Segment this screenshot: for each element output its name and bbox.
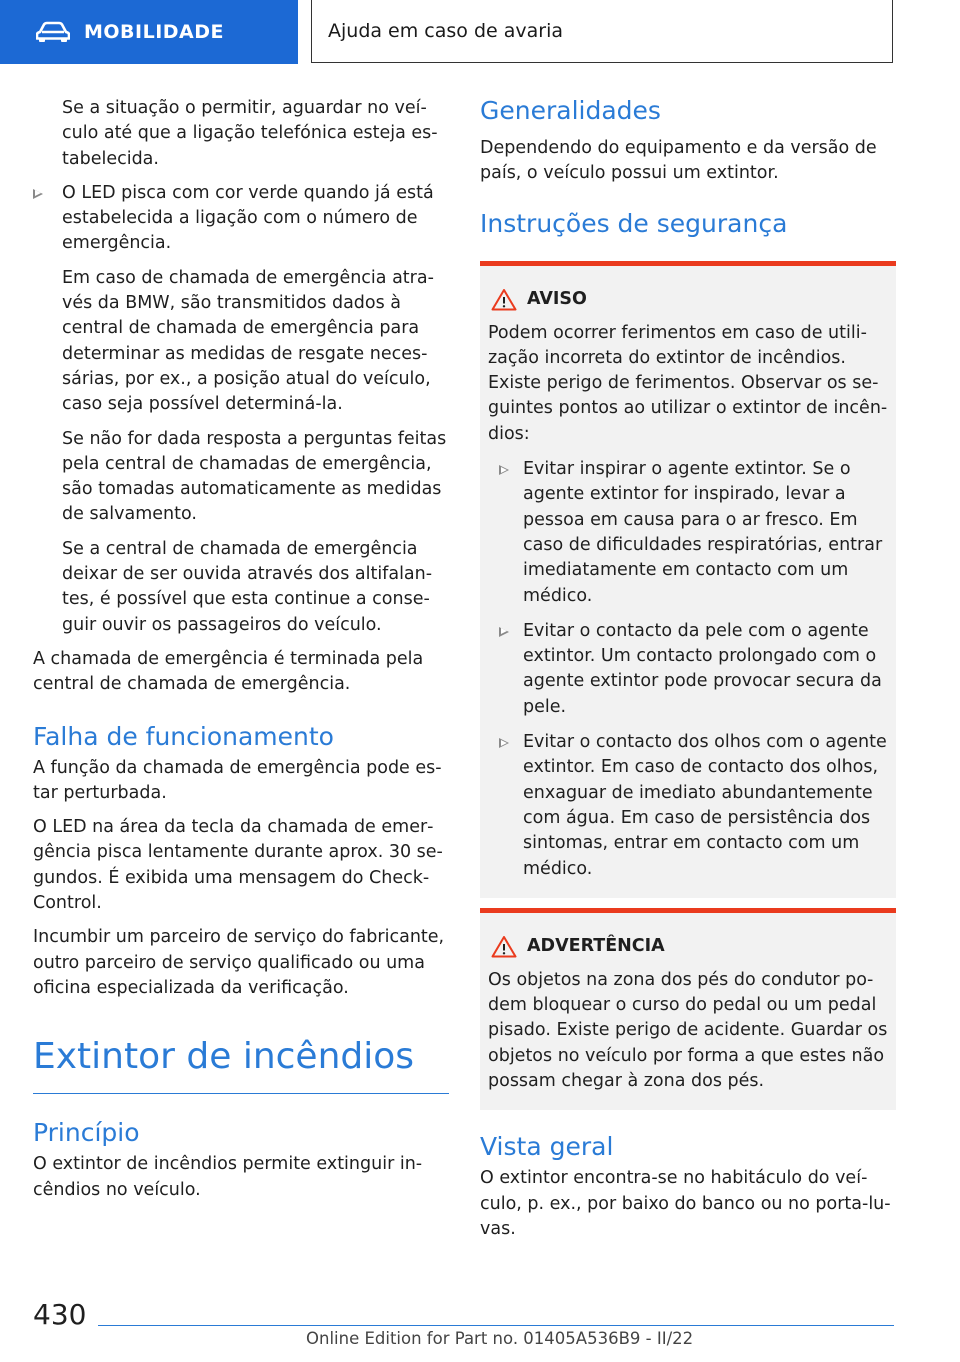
paragraph: Se a central de chamada de emergência deixar de ser ouvida através dos altifalantes, é possível que esta continue a conseguir ouvir os passageiros do veículo.	[62, 538, 433, 635]
paragraph: A função da chamada de emergência pode estar perturbada.	[33, 757, 442, 803]
paragraph: Se a situação o permitir, aguardar no veículo até que a ligação telefónica esteja estabelecida.	[62, 98, 438, 169]
warning-text: Os objetos na zona dos pés do condutor podem bloquear o curso do pedal ou um pedal pisado. Existe perigo de acidente. Guardar os objetos no veículo por forma a que estes não possam chegar à zona dos pés.	[488, 969, 888, 1092]
bullet-triangle-icon	[499, 465, 509, 475]
paragraph: Incumbir um parceiro de serviço do fabricante, outro parceiro de serviço qualificado ou uma oficina especializada da verificação.	[33, 927, 445, 998]
warning-box-aviso	[480, 261, 896, 898]
section-tab[interactable]	[0, 0, 298, 64]
heading-instrucoes: Instruções de segurança	[480, 208, 788, 238]
heading-vista: Vista geral	[480, 1132, 614, 1162]
warning-title: AVISO	[527, 288, 587, 309]
list-item	[488, 457, 888, 609]
list-item-text: Evitar o contacto da pele com o agente extintor. Um contacto prolongado com o agente extintor pode provocar secura da pele.	[523, 620, 882, 717]
warning-header	[488, 934, 888, 960]
warning-box-advertencia	[480, 908, 896, 1110]
paragraph: O LED na área da tecla da chamada de emergência pisca lentamente durante aprox. 30 segundos. É exibida uma mensagem do Check-Control.	[33, 817, 443, 914]
left-column	[33, 96, 449, 1212]
warning-title: ADVERTÊNCIA	[527, 936, 665, 957]
heading-generalidades: Generalidades	[480, 96, 661, 125]
paragraph: Em caso de chamada de emergência através da BMW, são transmitidos dados à central de chamada de emergência para determinar as medidas de resgate necessárias, por ex., a posição atual do veículo, caso seja possível determiná-la.	[62, 267, 434, 415]
heading-rule	[33, 1093, 449, 1094]
paragraph: Dependendo do equipamento e da versão de país, o veículo possui um extintor.	[480, 138, 877, 184]
warning-triangle-icon	[491, 288, 517, 311]
chapter-title: Ajuda em caso de avaria	[328, 20, 564, 42]
warning-header	[488, 287, 888, 313]
heading-principio: Princípio	[33, 1118, 140, 1148]
edition-note: Online Edition for Part no. 01405A536B9 - II/22	[306, 1329, 694, 1348]
heading-extintor: Extintor de incêndios	[33, 1036, 415, 1078]
warning-triangle-icon	[491, 935, 517, 958]
section-heading-block	[33, 1035, 449, 1094]
warning-text: Podem ocorrer ferimentos em caso de utilização incorreta do extintor de incêndios. Existe perigo de ferimentos. Observar os seguintes pontos ao utilizar o extintor de incêndios:	[488, 322, 888, 444]
section-label: MOBILIDADE	[84, 21, 225, 43]
list-item	[33, 181, 449, 257]
list-item-text: Evitar inspirar o agente extintor. Se o agente extintor for inspirado, levar a pessoa em causa para o ar fresco. Em caso de dificuldades respiratórias, entrar imediatamente em contacto com um médico.	[523, 459, 883, 606]
chapter-header	[311, 0, 893, 63]
footer-rule	[98, 1325, 894, 1326]
bullet-triangle-icon	[499, 627, 509, 637]
page-number: 430	[33, 1298, 87, 1331]
paragraph: A chamada de emergência é terminada pela central de chamada de emergência.	[33, 648, 424, 695]
list-item	[488, 730, 888, 882]
paragraph: O extintor encontra-se no habitáculo do veículo, p. ex., por baixo do banco ou no porta-luvas.	[480, 1168, 891, 1239]
paragraph: O extintor de incêndios permite extinguir incêndios no veículo.	[33, 1154, 423, 1200]
bullet-triangle-icon	[499, 738, 509, 748]
right-column	[480, 96, 896, 1251]
list-item-text: O LED pisca com cor verde quando já está estabelecida a ligação com o número de emergência.	[62, 182, 434, 254]
car-icon	[36, 21, 70, 43]
list-item	[488, 619, 888, 720]
heading-falha: Falha de funcionamento	[33, 721, 334, 751]
list-item-text: Evitar o contacto dos olhos com o agente extintor. Em caso de contacto dos olhos, enxaguar de imediato abundantemente com água. Em caso de persistência dos sintomas, entrar em contacto com um médico.	[523, 732, 887, 879]
bullet-triangle-icon	[33, 189, 43, 199]
paragraph: Se não for dada resposta a perguntas feitas pela central de chamadas de emergência, são tomadas automaticamente as medidas de salvamento.	[62, 428, 447, 525]
